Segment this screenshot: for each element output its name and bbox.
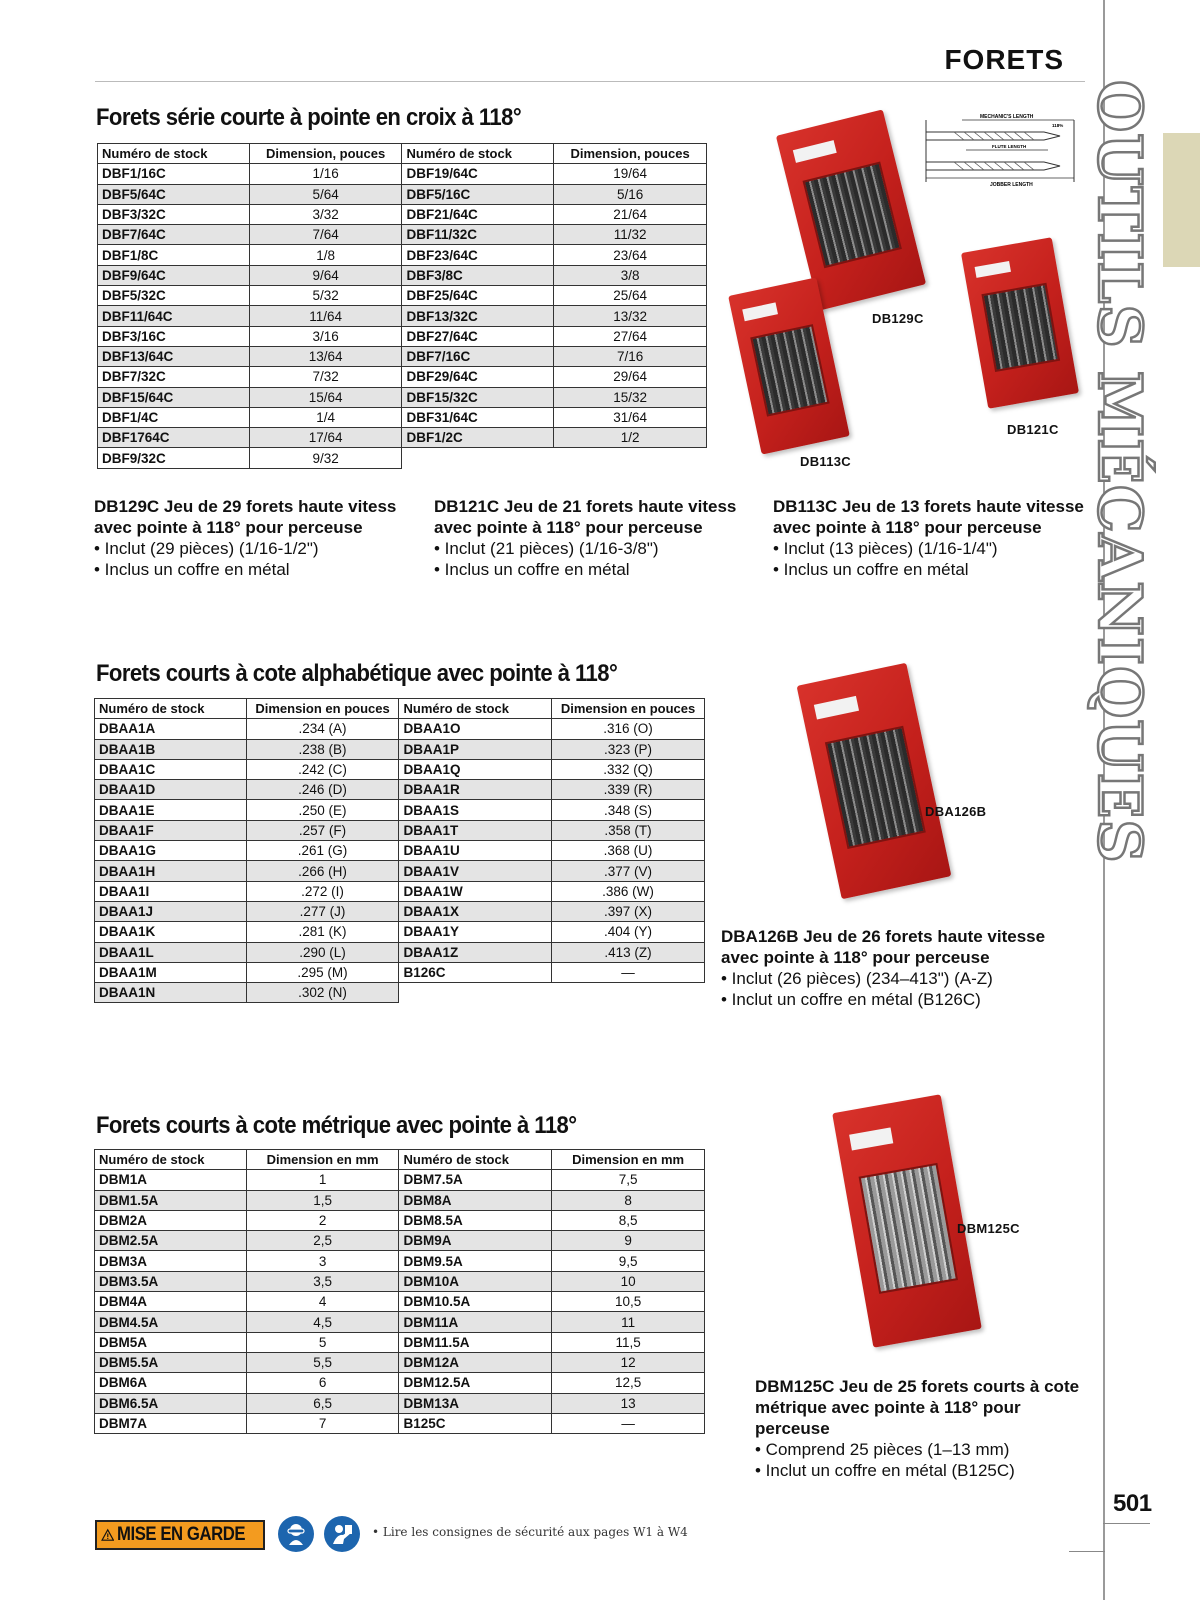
dimension-cell: .266 (H) — [246, 861, 399, 881]
dimension-cell: .257 (F) — [246, 820, 399, 840]
table-row — [95, 1332, 705, 1352]
dimension-cell: 13/32 — [554, 306, 707, 326]
stock-number-cell: DBF1764C — [98, 428, 250, 448]
dimension-cell: .295 (M) — [246, 962, 399, 982]
header-rule — [95, 81, 1085, 82]
table-row — [98, 184, 707, 204]
dimension-cell: 6 — [246, 1373, 399, 1393]
dimension-cell: 9/64 — [249, 265, 402, 285]
db129c-caption: DB129C — [872, 311, 924, 326]
dimension-cell: 1/4 — [249, 407, 402, 427]
stock-number-cell: DBF23/64C — [402, 245, 554, 265]
stock-number-cell: DBF9/32C — [98, 448, 250, 468]
dimension-cell: 3/16 — [249, 326, 402, 346]
dimension-cell: 7 — [246, 1413, 399, 1433]
dimension-cell: .332 (Q) — [552, 759, 705, 779]
stock-number-cell: DBM10A — [399, 1271, 552, 1291]
table-row — [95, 1170, 705, 1190]
stock-number-cell: DBF21/64C — [402, 204, 554, 224]
table-row — [98, 407, 707, 427]
dimension-cell: .238 (B) — [246, 739, 399, 759]
col-stock: Numéro de stock — [399, 1150, 552, 1170]
table-row — [95, 861, 705, 881]
table-row — [98, 346, 707, 366]
stock-number-cell: DBM7A — [95, 1413, 247, 1433]
stock-number-cell: DBF15/64C — [98, 387, 250, 407]
dimension-cell: 25/64 — [554, 286, 707, 306]
dimension-cell: .323 (P) — [552, 739, 705, 759]
stock-number-cell: DBM2.5A — [95, 1231, 247, 1251]
product-bullet: • Inclut un coffre en métal (B125C) — [755, 1461, 1015, 1480]
dimension-cell: 3,5 — [246, 1271, 399, 1291]
dimension-cell: 17/64 — [249, 428, 402, 448]
product-title: DB113C Jeu de 13 forets haute vitesse avec pointe à 118° pour perceuse — [773, 497, 1084, 537]
dimension-cell: 3/32 — [249, 204, 402, 224]
empty-cell — [402, 448, 554, 468]
dimension-cell: — — [552, 1413, 705, 1433]
flute-length-label: FLUTE LENGTH — [992, 144, 1027, 149]
angle-label: 118% — [1052, 123, 1064, 128]
stock-number-cell: DBAA1N — [95, 983, 247, 1003]
product-bullet: • Inclus un coffre en métal — [773, 560, 969, 579]
table-row — [95, 719, 705, 739]
warning-badge — [95, 1520, 265, 1550]
dimension-cell: .413 (Z) — [552, 942, 705, 962]
table-row — [95, 922, 705, 942]
side-tab-title: OUTILS MÉCANIQUES — [1084, 80, 1154, 864]
product-db129c — [94, 496, 414, 580]
stock-number-cell: DBF13/32C — [402, 306, 554, 326]
col-stock: Numéro de stock — [399, 699, 552, 719]
dimension-cell: 27/64 — [554, 326, 707, 346]
table-row — [95, 1312, 705, 1332]
dimension-cell: 11/64 — [249, 306, 402, 326]
table-row — [95, 1190, 705, 1210]
stock-number-cell: DBF19/64C — [402, 164, 554, 184]
dimension-cell: 1 — [246, 1170, 399, 1190]
col-stock: Numéro de stock — [98, 144, 250, 164]
dimension-cell: 2 — [246, 1210, 399, 1230]
stock-number-cell: DBAA1R — [399, 780, 552, 800]
dimension-cell: 1/16 — [249, 164, 402, 184]
product-title: DBA126B Jeu de 26 forets haute vitesse avec pointe à 118° pour perceuse — [721, 927, 1046, 967]
dimension-cell: 9 — [552, 1231, 705, 1251]
table-row — [98, 164, 707, 184]
dimension-cell: 19/64 — [554, 164, 707, 184]
stock-number-cell: DBM1A — [95, 1170, 247, 1190]
dimension-cell: .246 (D) — [246, 780, 399, 800]
dimension-cell: 23/64 — [554, 245, 707, 265]
stock-number-cell: DBM7.5A — [399, 1170, 552, 1190]
stock-number-cell: DBAA1B — [95, 739, 247, 759]
dimension-cell: 11 — [552, 1312, 705, 1332]
col-dimension: Dimension en pouces — [552, 699, 705, 719]
table-header-row — [95, 1150, 705, 1170]
table-row — [98, 428, 707, 448]
dimension-cell: 7/16 — [554, 346, 707, 366]
table-row — [98, 286, 707, 306]
table-row — [95, 1292, 705, 1312]
dimension-cell: 10,5 — [552, 1292, 705, 1312]
dimension-cell: .368 (U) — [552, 841, 705, 861]
table-row — [95, 962, 705, 982]
dimension-cell: 5,5 — [246, 1352, 399, 1372]
stock-number-cell: DBAA1P — [399, 739, 552, 759]
table-row — [95, 800, 705, 820]
stock-number-cell: DBF13/64C — [98, 346, 250, 366]
dimension-cell: .386 (W) — [552, 881, 705, 901]
stock-number-cell: DBF31/64C — [402, 407, 554, 427]
dimension-cell: .281 (K) — [246, 922, 399, 942]
stock-number-cell: DBM5A — [95, 1332, 247, 1352]
product-dba126b — [721, 926, 1061, 1010]
warning-label: MISE EN GARDE — [117, 1524, 246, 1545]
col-stock: Numéro de stock — [95, 1150, 247, 1170]
stock-number-cell: DBF7/32C — [98, 367, 250, 387]
dimension-cell: 15/32 — [554, 387, 707, 407]
dimension-cell: 31/64 — [554, 407, 707, 427]
table-row — [95, 1373, 705, 1393]
stock-number-cell: DBAA1X — [399, 901, 552, 921]
product-bullet: • Inclut (13 pièces) (1/16-1/4") — [773, 539, 998, 558]
alpha-title: Forets courts à cote alphabétique avec pointe à 118° — [96, 660, 618, 687]
stock-number-cell: DBF1/8C — [98, 245, 250, 265]
dimension-cell: 12,5 — [552, 1373, 705, 1393]
stock-number-cell: DBF25/64C — [402, 286, 554, 306]
stock-number-cell: DBF1/2C — [402, 428, 554, 448]
mechanic-length-label: MECHANIC'S LENGTH — [980, 114, 1034, 120]
stock-number-cell: DBM12.5A — [399, 1373, 552, 1393]
dimension-cell: .348 (S) — [552, 800, 705, 820]
table-row — [98, 306, 707, 326]
table-row — [95, 739, 705, 759]
table-row — [95, 942, 705, 962]
stock-number-cell: DBM3A — [95, 1251, 247, 1271]
dimension-cell: 5/64 — [249, 184, 402, 204]
table-row — [95, 901, 705, 921]
product-bullet: • Inclut (29 pièces) (1/16-1/2") — [94, 539, 319, 558]
stock-number-cell: DBF9/64C — [98, 265, 250, 285]
stock-number-cell: DBF11/64C — [98, 306, 250, 326]
table-row — [95, 1251, 705, 1271]
dimension-cell: .234 (A) — [246, 719, 399, 739]
stock-number-cell: DBAA1Y — [399, 922, 552, 942]
col-dimension: Dimension en pouces — [246, 699, 399, 719]
stock-number-cell: DBAA1W — [399, 881, 552, 901]
empty-cell — [552, 983, 705, 1003]
stock-number-cell: DBAA1E — [95, 800, 247, 820]
table-row — [98, 448, 707, 468]
table-row — [95, 1413, 705, 1433]
warning-triangle-icon — [101, 1523, 114, 1547]
stock-number-cell: B125C — [399, 1413, 552, 1433]
stock-number-cell: DBM11.5A — [399, 1332, 552, 1352]
page-number: 501 — [1113, 1490, 1152, 1517]
dimension-cell: 11,5 — [552, 1332, 705, 1352]
stock-number-cell: DBF7/64C — [98, 225, 250, 245]
stock-number-cell: DBF5/64C — [98, 184, 250, 204]
stock-number-cell: DBAA1M — [95, 962, 247, 982]
stock-number-cell: DBAA1S — [399, 800, 552, 820]
empty-cell — [399, 983, 552, 1003]
product-bullet: • Inclus un coffre en métal — [434, 560, 630, 579]
dimension-cell: 4 — [246, 1292, 399, 1312]
dimension-cell: 9,5 — [552, 1251, 705, 1271]
stock-number-cell: DBM6A — [95, 1373, 247, 1393]
stock-number-cell: DBAA1V — [399, 861, 552, 881]
dimension-cell: 4,5 — [246, 1312, 399, 1332]
table-row — [95, 983, 705, 1003]
stock-number-cell: DBM10.5A — [399, 1292, 552, 1312]
stock-number-cell: DBM5.5A — [95, 1352, 247, 1372]
read-manual-icon — [324, 1516, 360, 1552]
dimension-cell: 29/64 — [554, 367, 707, 387]
dimension-cell: 1,5 — [246, 1190, 399, 1210]
stock-number-cell: DBM8.5A — [399, 1210, 552, 1230]
table-row — [95, 881, 705, 901]
dimension-cell: .358 (T) — [552, 820, 705, 840]
stock-number-cell: B126C — [399, 962, 552, 982]
stock-number-cell: DBF27/64C — [402, 326, 554, 346]
dimension-cell: .397 (X) — [552, 901, 705, 921]
dimension-cell: .302 (N) — [246, 983, 399, 1003]
stock-number-cell: DBF3/16C — [98, 326, 250, 346]
dimension-cell: .272 (I) — [246, 881, 399, 901]
dimension-cell: 21/64 — [554, 204, 707, 224]
dimension-cell: 7/64 — [249, 225, 402, 245]
stock-number-cell: DBAA1I — [95, 881, 247, 901]
short-cross-table — [97, 143, 707, 469]
product-bullet: • Inclut (21 pièces) (1/16-3/8") — [434, 539, 659, 558]
dimension-cell: 7/32 — [249, 367, 402, 387]
dimension-cell: 6,5 — [246, 1393, 399, 1413]
dimension-cell: 1/8 — [249, 245, 402, 265]
stock-number-cell: DBAA1L — [95, 942, 247, 962]
stock-number-cell: DBF3/32C — [98, 204, 250, 224]
page-number-rule — [1103, 1523, 1150, 1524]
stock-number-cell: DBM8A — [399, 1190, 552, 1210]
product-title: DB121C Jeu de 21 forets haute vitess avec pointe à 118° pour perceuse — [434, 497, 737, 537]
table-row — [95, 820, 705, 840]
table-row — [95, 1393, 705, 1413]
dimension-cell: 11/32 — [554, 225, 707, 245]
stock-number-cell: DBAA1O — [399, 719, 552, 739]
stock-number-cell: DBF15/32C — [402, 387, 554, 407]
drill-case-dba126b-image — [797, 663, 952, 900]
stock-number-cell: DBAA1D — [95, 780, 247, 800]
stock-number-cell: DBM4.5A — [95, 1312, 247, 1332]
stock-number-cell: DBAA1U — [399, 841, 552, 861]
stock-number-cell: DBAA1G — [95, 841, 247, 861]
table-row — [95, 841, 705, 861]
table-row — [95, 759, 705, 779]
dba126b-caption: DBA126B — [925, 804, 987, 819]
product-bullet: • Inclus un coffre en métal — [94, 560, 290, 579]
dimension-cell: 8,5 — [552, 1210, 705, 1230]
dimension-cell: .277 (J) — [246, 901, 399, 921]
stock-number-cell: DBAA1Z — [399, 942, 552, 962]
safety-glasses-icon — [278, 1516, 314, 1552]
stock-number-cell: DBAA1C — [95, 759, 247, 779]
product-db121c — [434, 496, 754, 580]
product-title: DB129C Jeu de 29 forets haute vitess avec pointe à 118° pour perceuse — [94, 497, 397, 537]
col-stock: Numéro de stock — [95, 699, 247, 719]
drill-length-diagram — [924, 112, 1079, 186]
stock-number-cell: DBM9.5A — [399, 1251, 552, 1271]
stock-number-cell: DBAA1K — [95, 922, 247, 942]
stock-number-cell: DBM13A — [399, 1393, 552, 1413]
side-tab-marker — [1163, 133, 1200, 267]
stock-number-cell: DBF7/16C — [402, 346, 554, 366]
dimension-cell: 15/64 — [249, 387, 402, 407]
stock-number-cell: DBM12A — [399, 1352, 552, 1372]
stock-number-cell: DBF3/8C — [402, 265, 554, 285]
dimension-cell: 2,5 — [246, 1231, 399, 1251]
dimension-cell: 5 — [246, 1332, 399, 1352]
table-row — [98, 204, 707, 224]
drill-case-db121c-image — [961, 237, 1079, 409]
stock-number-cell: DBM3.5A — [95, 1271, 247, 1291]
stock-number-cell: DBAA1Q — [399, 759, 552, 779]
table-header-row — [95, 699, 705, 719]
table-row — [98, 265, 707, 285]
dimension-cell: .250 (E) — [246, 800, 399, 820]
dimension-cell: .339 (R) — [552, 780, 705, 800]
dimension-cell: 10 — [552, 1271, 705, 1291]
db121c-caption: DB121C — [1007, 422, 1059, 437]
stock-number-cell: DBF1/4C — [98, 407, 250, 427]
dimension-cell: 1/2 — [554, 428, 707, 448]
table-row — [98, 367, 707, 387]
product-db113c — [773, 496, 1098, 580]
stock-number-cell: DBAA1H — [95, 861, 247, 881]
product-bullet: • Inclut (26 pièces) (234–413") (A-Z) — [721, 969, 993, 988]
col-stock: Numéro de stock — [402, 144, 554, 164]
dimension-cell: .404 (Y) — [552, 922, 705, 942]
col-dimension: Dimension, pouces — [249, 144, 402, 164]
dimension-cell: .377 (V) — [552, 861, 705, 881]
col-dimension: Dimension, pouces — [554, 144, 707, 164]
stock-number-cell: DBM6.5A — [95, 1393, 247, 1413]
dimension-cell: 9/32 — [249, 448, 402, 468]
dimension-cell: 3/8 — [554, 265, 707, 285]
dimension-cell: 5/32 — [249, 286, 402, 306]
table-row — [98, 326, 707, 346]
product-dbm125c — [755, 1376, 1085, 1481]
stock-number-cell: DBM11A — [399, 1312, 552, 1332]
dimension-cell: .261 (G) — [246, 841, 399, 861]
metric-table — [94, 1149, 705, 1434]
dimension-cell: — — [552, 962, 705, 982]
dimension-cell: 3 — [246, 1251, 399, 1271]
stock-number-cell: DBF5/32C — [98, 286, 250, 306]
dimension-cell: 12 — [552, 1352, 705, 1372]
stock-number-cell: DBAA1A — [95, 719, 247, 739]
stock-number-cell: DBF5/16C — [402, 184, 554, 204]
stock-number-cell: DBAA1F — [95, 820, 247, 840]
alpha-table — [94, 698, 705, 1003]
table-row — [95, 1231, 705, 1251]
dimension-cell: .242 (C) — [246, 759, 399, 779]
table-row — [95, 1352, 705, 1372]
col-dimension: Dimension en mm — [552, 1150, 705, 1170]
table-header-row — [98, 144, 707, 164]
stock-number-cell: DBM1.5A — [95, 1190, 247, 1210]
stock-number-cell: DBF11/32C — [402, 225, 554, 245]
stock-number-cell: DBAA1T — [399, 820, 552, 840]
short-cross-title: Forets série courte à pointe en croix à 118° — [96, 104, 522, 131]
table-row — [95, 1210, 705, 1230]
dimension-cell: 5/16 — [554, 184, 707, 204]
dimension-cell: 13 — [552, 1393, 705, 1413]
empty-cell — [554, 448, 707, 468]
stock-number-cell: DBM9A — [399, 1231, 552, 1251]
stock-number-cell: DBAA1J — [95, 901, 247, 921]
safety-note: • Lire les consignes de sécurité aux pages W1 à W4 — [372, 1525, 688, 1539]
dimension-cell: 7,5 — [552, 1170, 705, 1190]
stock-number-cell: DBF1/16C — [98, 164, 250, 184]
product-title: DBM125C Jeu de 25 forets courts à cote métrique avec pointe à 118° pour perceuse — [755, 1377, 1080, 1438]
product-bullet: • Comprend 25 pièces (1–13 mm) — [755, 1440, 1010, 1459]
table-row — [98, 225, 707, 245]
metric-title: Forets courts à cote métrique avec pointe à 118° — [96, 1112, 577, 1139]
dimension-cell: 8 — [552, 1190, 705, 1210]
dimension-cell: .316 (O) — [552, 719, 705, 739]
table-row — [98, 387, 707, 407]
stock-number-cell: DBM4A — [95, 1292, 247, 1312]
dimension-cell: 13/64 — [249, 346, 402, 366]
dimension-cell: .290 (L) — [246, 942, 399, 962]
table-row — [95, 780, 705, 800]
table-row — [98, 245, 707, 265]
footer-side-rule — [1069, 1551, 1105, 1552]
table-row — [95, 1271, 705, 1291]
section-heading: FORETS — [944, 44, 1064, 75]
product-bullet: • Inclut un coffre en métal (B126C) — [721, 990, 981, 1009]
jobber-length-label: JOBBER LENGTH — [990, 182, 1033, 186]
stock-number-cell: DBM2A — [95, 1210, 247, 1230]
dbm125c-caption: DBM125C — [957, 1221, 1020, 1236]
col-dimension: Dimension en mm — [246, 1150, 399, 1170]
stock-number-cell: DBF29/64C — [402, 367, 554, 387]
db113c-caption: DB113C — [800, 454, 851, 469]
